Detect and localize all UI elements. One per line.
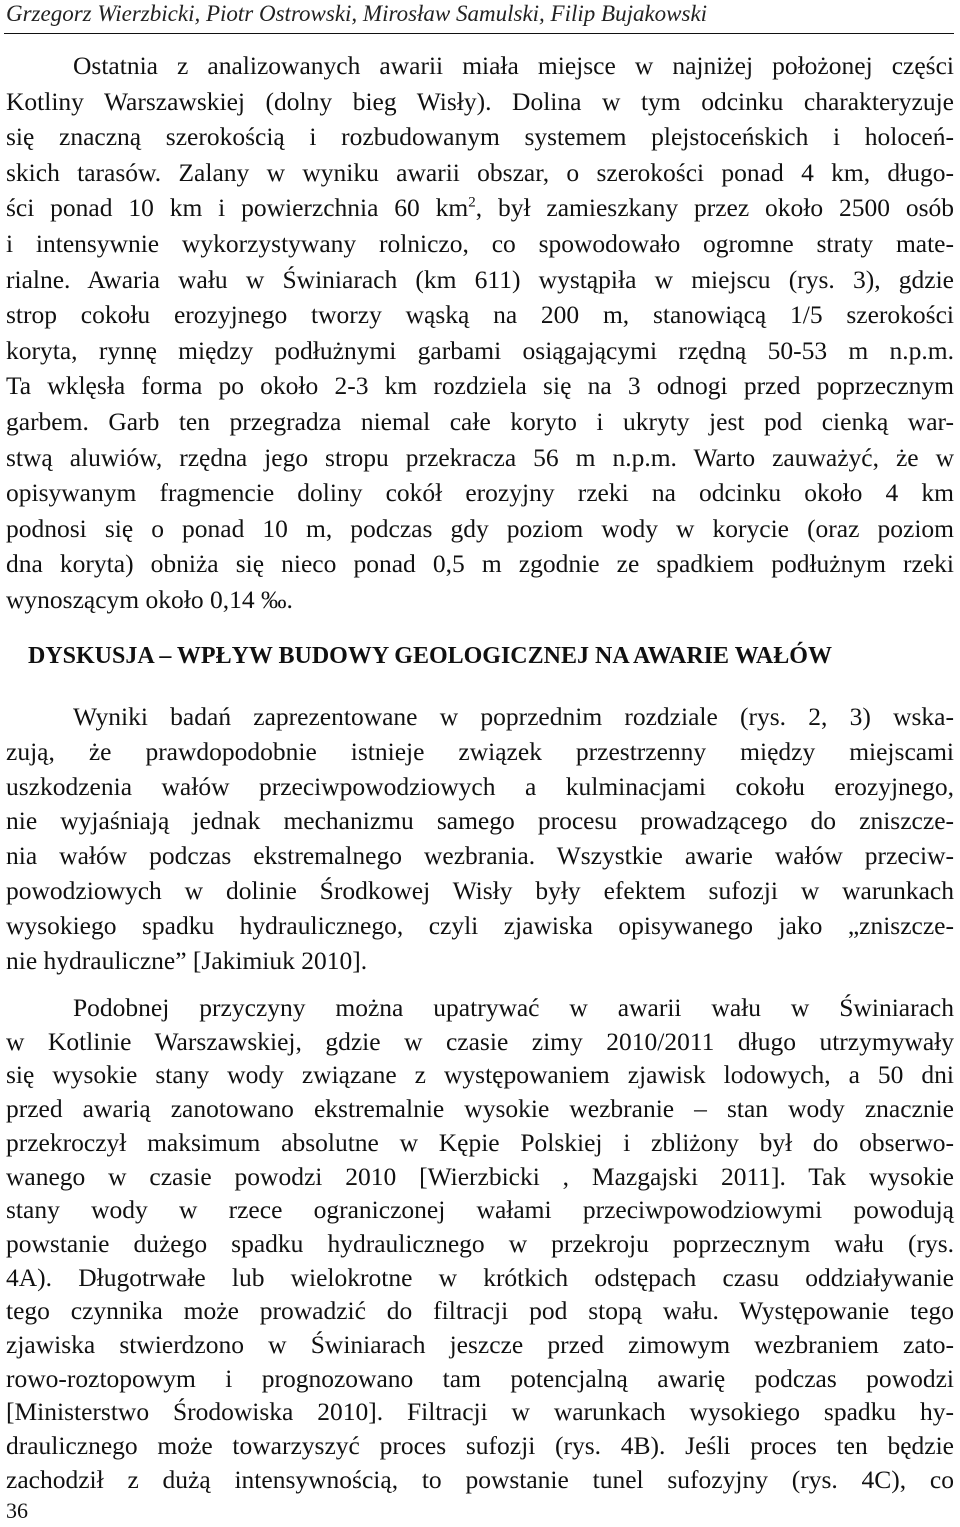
text-line: Kotliny Warszawskiej (dolny bieg Wisły). Dolina w tym odcinku charakteryzuje <box>6 86 954 116</box>
text-line: przekroczył maksimum absolutne w Kępie Polskiej i zbliżony był do obserwo- <box>6 1127 954 1157</box>
text-line: tego czynnika może prowadzić do filtracji pod stopą wału. Występowanie tego <box>6 1296 954 1326</box>
text-line: draulicznego może towarzyszyć proces sufozji (rys. 4B). Jeśli proces ten będzie <box>6 1431 954 1461</box>
text-line: 4A). Długotrwałe lub wielokrotne w krótkich odstępach czasu oddziaływanie <box>6 1262 954 1292</box>
text-line: nie hydrauliczne” [Jakimiuk 2010]. <box>6 945 368 975</box>
text-line: i intensywnie wykorzystywany rolniczo, co spowodowało ogromne straty mate- <box>6 229 954 258</box>
text-line: wynoszącym około 0,14 ‰. <box>6 585 293 614</box>
text-segment: ści ponad 10 km i powierzchnia 60 km <box>6 193 469 223</box>
text-line: zachodził z dużą intensywnością, to powstanie tunel sufozyjny (rys. 4C), co <box>6 1464 954 1494</box>
text-line: Podobnej przyczyny można upatrywać w awarii wału w Świniarach <box>73 993 954 1022</box>
text-line: się wysokie stany wody związane z występowaniem zjawisk lodowych, a 50 dni <box>6 1060 954 1090</box>
text-line: strop cokołu erozyjnego tworzy wąską na 200 m, stanowiącą 1/5 szerokości <box>6 300 954 330</box>
text-line: koryta, rynnę między podłużnymi garbami osiągającymi rzędną 50-53 m n.p.m. <box>6 335 954 365</box>
text-line: Wyniki badań zaprezentowane w poprzednim rozdziale (rys. 2, 3) wska- <box>73 702 954 731</box>
text-line: podnosi się o ponad 10 m, podczas gdy poziom wody w korycie (oraz poziom <box>6 513 954 543</box>
text-line: garbem. Garb ten przegradza niemal całe koryto i ukryty jest pod cienką war- <box>6 407 954 436</box>
text-line: powstanie dużego spadku hydraulicznego w przekroju poprzecznym wału (rys. <box>6 1228 954 1258</box>
header-rule <box>4 33 954 34</box>
text-line: nia wałów podczas ekstremalnego wezbrania. Wszystkie awarie wałów przeciw- <box>6 841 954 871</box>
text-line: zują, że prawdopodobnie istnieje związek przestrzenny między miejscami <box>6 736 954 766</box>
text-line: nie wyjaśniają jednak mechanizmu samego procesu prowadzącego do zniszcze- <box>6 806 954 836</box>
text-line: stwą aluwiów, rzędna jego stropu przekracza 56 m n.p.m. Warto zauważyć, że w <box>6 442 954 472</box>
text-line: się znaczną szerokością i rozbudowanym systemem plejstoceńskich i holoceń- <box>6 122 954 152</box>
text-line: Ta wklęsła forma po około 2-3 km rozdziela się na 3 odnogi przed poprzecznym <box>6 371 954 401</box>
text-line: przed awarią zanotowano ekstremalnie wysokie wezbranie – stan wody znacznie <box>6 1094 954 1124</box>
text-line: dna koryta) obniża się nieco ponad 0,5 m zgodnie ze spadkiem podłużnym rzeki <box>6 549 954 579</box>
superscript: 2 <box>468 194 476 211</box>
running-header: Grzegorz Wierzbicki, Piotr Ostrowski, Mirosław Samulski, Filip Bujakowski <box>6 1 708 26</box>
text-line: [Ministerstwo Środowiska 2010]. Filtracji w warunkach wysokiego spadku hy- <box>6 1397 954 1427</box>
text-line: stany wody w rzece ograniczonej wałami przeciwpowodziowymi powodują <box>6 1195 954 1225</box>
section-heading: DYSKUSJA – WPŁYW BUDOWY GEOLOGICZNEJ NA AWARIE WAŁÓW <box>28 643 832 669</box>
text-segment: , był zamieszkany przez około 2500 osób <box>475 193 954 223</box>
text-line: zjawiska stwierdzono w Świniarach jeszcze przed zimowym wezbraniem zato- <box>6 1330 954 1359</box>
page-number: 36 <box>6 1498 28 1523</box>
text-line: uszkodzenia wałów przeciwpowodziowych a kulminacjami cokołu erozyjnego, <box>6 771 954 801</box>
text-line: wanego w czasie powodzi 2010 [Wierzbicki , Mazgajski 2011]. Tak wysokie <box>6 1161 954 1191</box>
text-line: skich tarasów. Zalany w wyniku awarii obszar, o szerokości ponad 4 km, długo- <box>6 157 954 187</box>
text-line: powodziowych w dolinie Środkowej Wisły były efektem sufozji w warunkach <box>6 876 954 905</box>
text-line: w Kotlinie Warszawskiej, gdzie w czasie zimy 2010/2011 długo utrzymywały <box>6 1026 954 1056</box>
text-line-with-superscript <box>6 191 954 224</box>
text-line: Ostatnia z analizowanych awarii miała miejsce w najniżej położonej części <box>73 51 954 80</box>
text-line: rialne. Awaria wału w Świniarach (km 611) wystąpiła w miejscu (rys. 3), gdzie <box>6 264 954 294</box>
text-line: wysokiego spadku hydraulicznego, czyli zjawiska opisywanego jako „zniszcze- <box>6 910 954 940</box>
text-line: opisywanym fragmencie doliny cokół erozyjny rzeki na odcinku około 4 km <box>6 478 954 508</box>
text-line: rowo-roztopowym i prognozowano tam potencjalną awarię podczas powodzi <box>6 1363 954 1393</box>
